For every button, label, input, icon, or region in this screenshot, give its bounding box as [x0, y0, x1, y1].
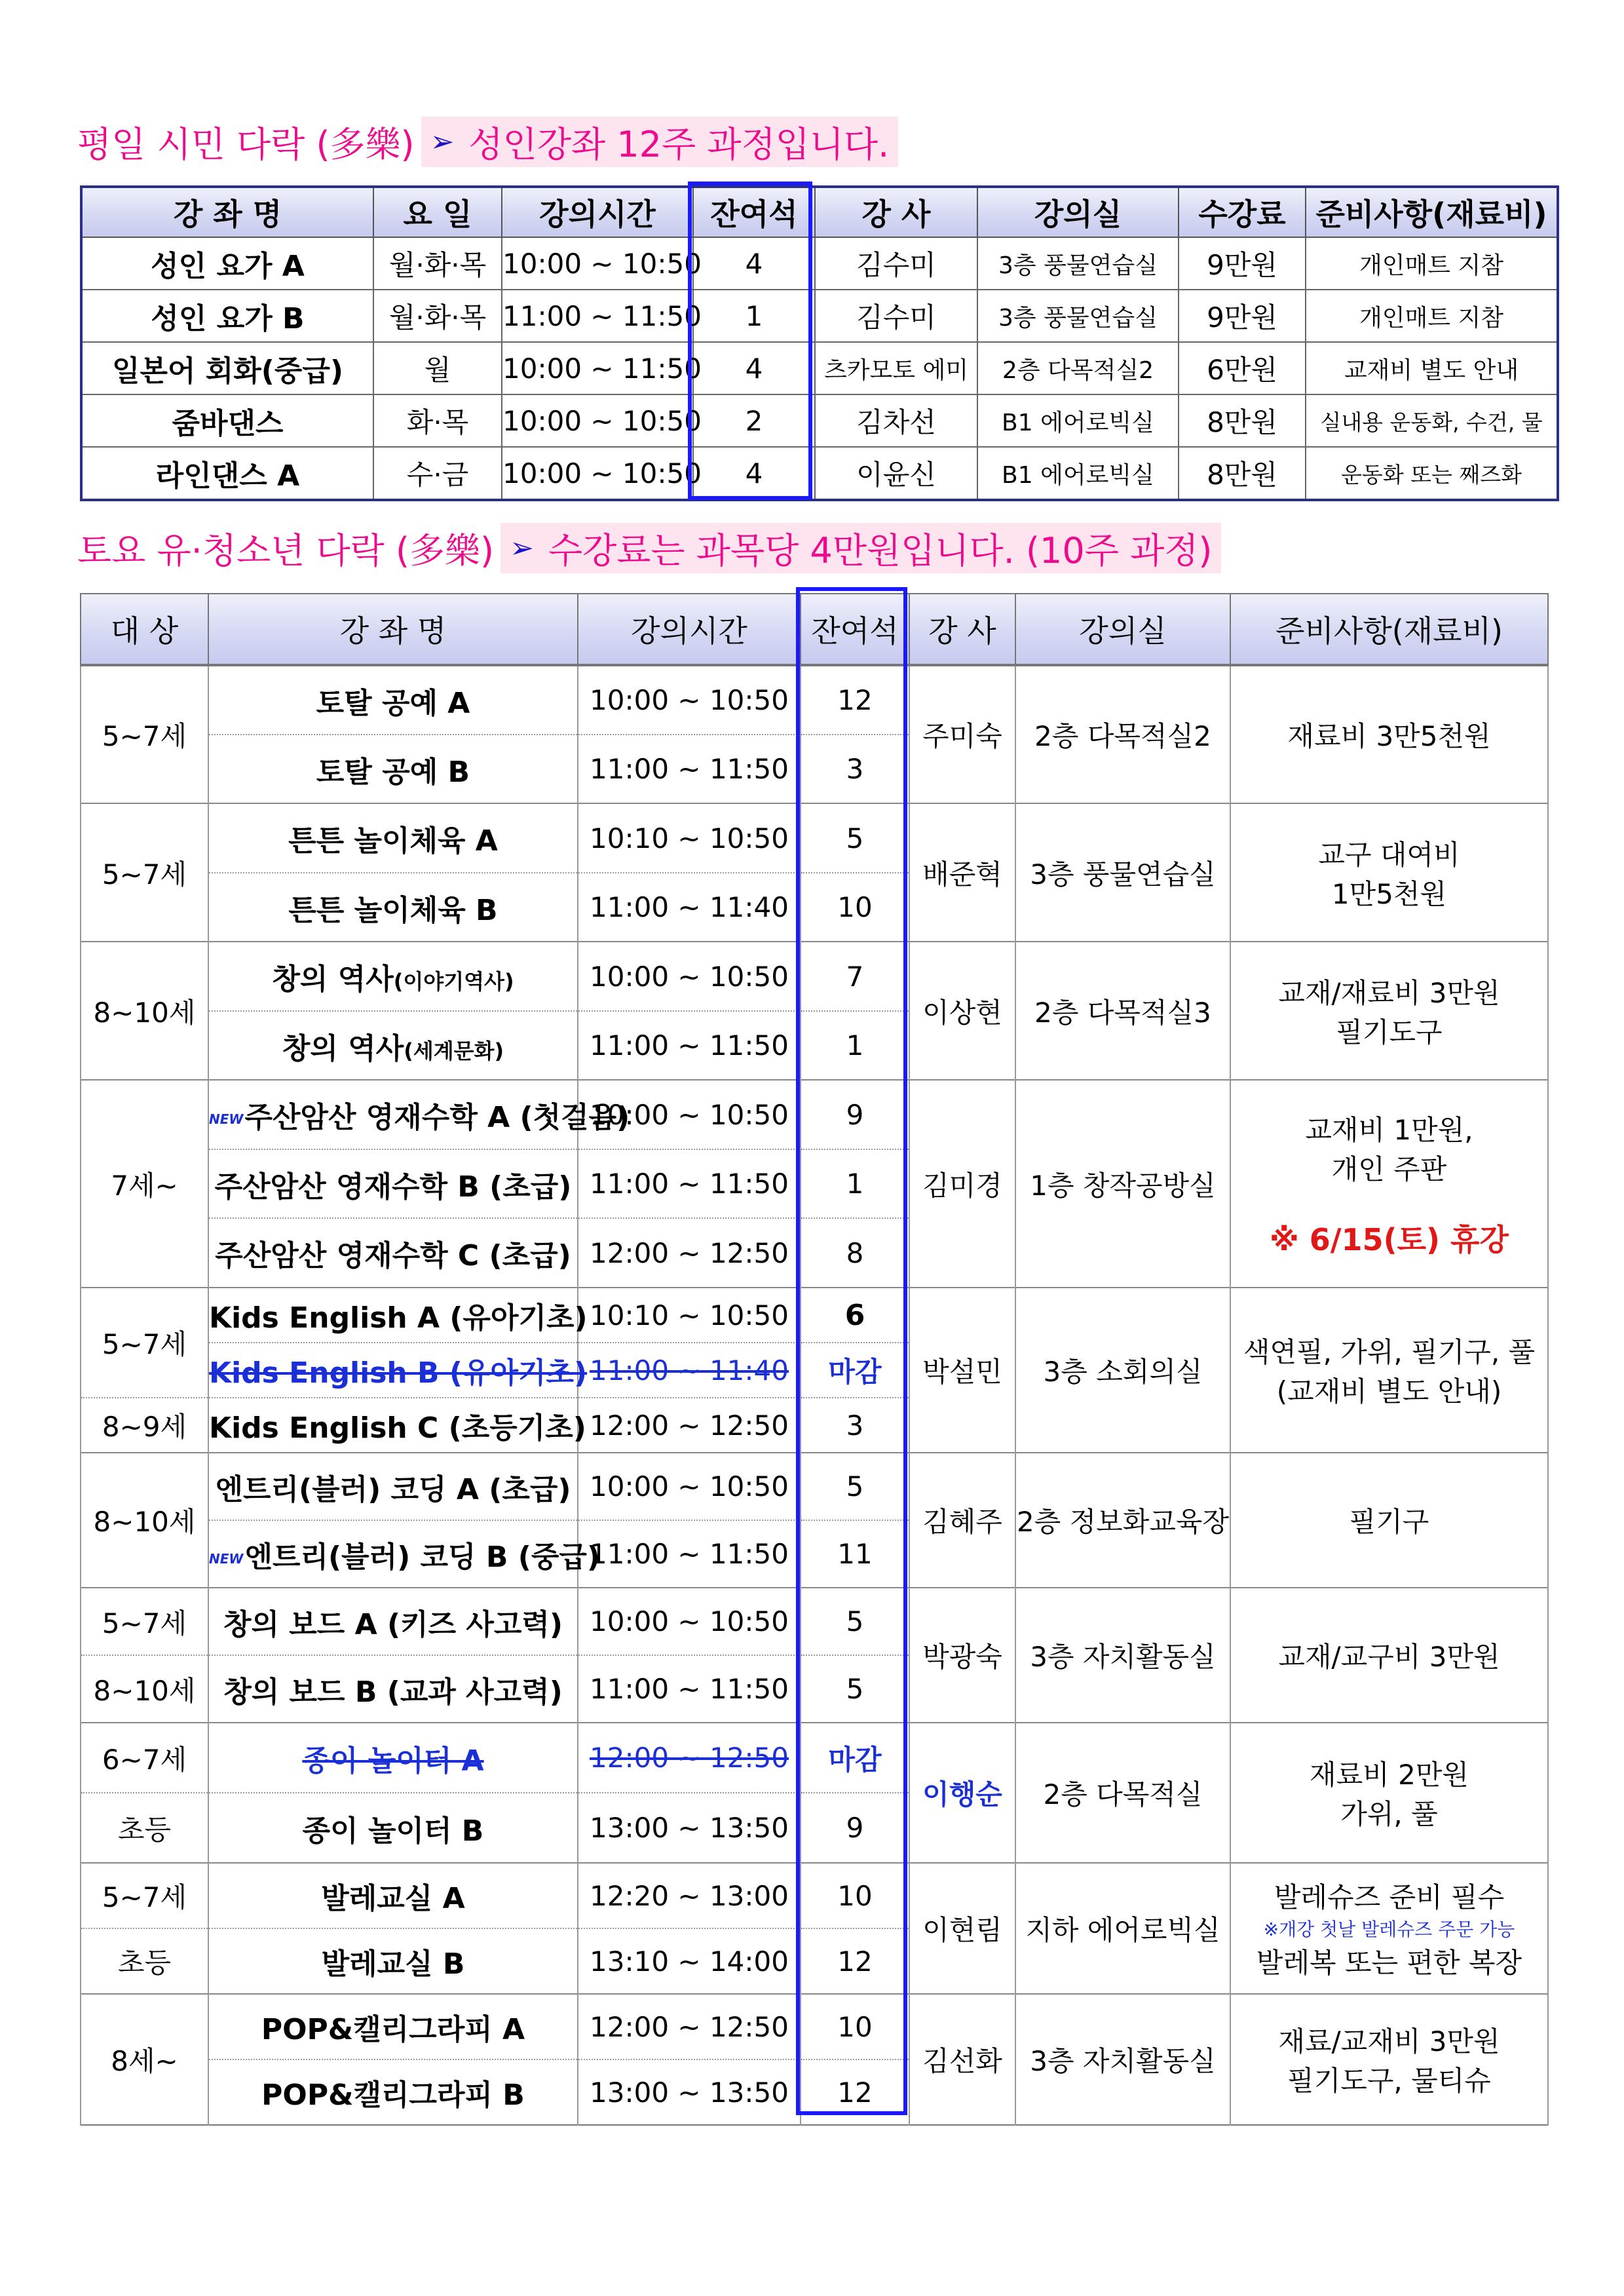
course-prep	[1230, 942, 1548, 1080]
course-target: 초등	[81, 1793, 208, 1863]
course-seats: 12	[801, 665, 909, 735]
prep-line: 필기도구	[1336, 1016, 1443, 1048]
prep-note: ※개강 첫날 발레슈즈 주문 가능	[1263, 1919, 1515, 1940]
course-prep	[1230, 1080, 1548, 1288]
course-name: 튼튼 놀이체육 B	[208, 873, 578, 942]
course-time: 10:00 ~ 10:50	[578, 1080, 801, 1149]
course-name	[208, 1080, 630, 1149]
course-time: 11:00 ~ 11:50	[578, 735, 801, 803]
course-teacher: 김수미	[815, 237, 977, 290]
course-time: 11:00 ~ 11:50	[502, 290, 693, 342]
prep-line: 재료비 2만원	[1310, 1759, 1469, 1791]
course-name: 튼튼 놀이체육 A	[208, 803, 578, 873]
course-seats: 12	[801, 1928, 909, 1994]
course-seats: 1	[801, 1149, 909, 1218]
saturday-course-table	[80, 593, 1549, 2126]
course-name: 엔트리(블러) 코딩 A (초급)	[208, 1453, 578, 1520]
course-target: 8~10세	[81, 1655, 208, 1723]
course-name-text: 창의 역사	[272, 963, 394, 996]
course-day: 수·금	[373, 447, 502, 500]
course-room: 2층 다목적실	[1015, 1723, 1230, 1863]
course-time: 11:00 ~ 11:50	[578, 1149, 801, 1218]
course-prep	[1230, 665, 1548, 803]
course-seats: 4	[693, 237, 815, 290]
prep-line: 교구 대여비	[1318, 838, 1460, 871]
table-row	[81, 1453, 1548, 1520]
course-day: 월	[373, 342, 502, 394]
saturday-header-row	[81, 594, 1548, 665]
course-prep: 실내용 운동화, 수건, 물	[1306, 394, 1558, 447]
prep-line: 개인 주판	[1331, 1153, 1447, 1185]
header-teacher: 강 사	[815, 187, 977, 237]
table-row	[81, 394, 1558, 447]
course-target: 5~7세	[81, 803, 208, 942]
course-teacher: 김혜주	[909, 1453, 1015, 1588]
table-row	[81, 1863, 1548, 1928]
course-prep	[1230, 1288, 1548, 1453]
course-teacher: 이현림	[909, 1863, 1015, 1994]
course-time: 10:00 ~ 10:50	[578, 1588, 801, 1655]
course-seats: 3	[801, 735, 909, 803]
course-name: 성인 요가 A	[81, 237, 373, 290]
course-room: B1 에어로빅실	[977, 394, 1179, 447]
prep-line: 발레복 또는 편한 복장	[1256, 1947, 1522, 1979]
course-time: 10:00 ~ 10:50	[578, 942, 801, 1011]
course-teacher: 배준혁	[909, 803, 1015, 942]
course-seats: 12	[801, 2059, 909, 2125]
course-name-text: 엔트리(블러) 코딩 B (중급)	[244, 1540, 600, 1574]
course-teacher: 김수미	[815, 290, 977, 342]
course-seats: 4	[693, 447, 815, 500]
course-prep	[1230, 1723, 1548, 1863]
course-name: 토탈 공예 B	[208, 735, 578, 803]
course-seats: 1	[801, 1011, 909, 1080]
course-time: 10:10 ~ 10:50	[578, 803, 801, 873]
course-name: 발레교실 A	[208, 1863, 578, 1928]
course-room: 3층 풍물연습실	[977, 290, 1179, 342]
course-seats: 9	[801, 1793, 909, 1863]
course-name	[208, 942, 578, 1011]
course-prep	[1230, 1588, 1548, 1723]
table-row	[81, 1994, 1548, 2059]
course-seats: 9	[801, 1080, 909, 1149]
course-time: 13:00 ~ 13:50	[578, 1793, 801, 1863]
header-fee: 수강료	[1179, 187, 1306, 237]
course-target: 6~7세	[81, 1723, 208, 1793]
course-seats: 3	[801, 1398, 909, 1453]
course-target: 8~10세	[81, 942, 208, 1080]
prep-line: (교재비 별도 안내)	[1276, 1375, 1502, 1407]
prep-line: 교재/재료비 3만원	[1278, 976, 1500, 1009]
course-prep: 교재비 별도 안내	[1306, 342, 1558, 394]
saturday-subtitle: 수강료는 과목당 4만원입니다. (10주 과정)	[548, 529, 1213, 571]
prep-line: 가위, 풀	[1340, 1798, 1438, 1830]
course-prep	[1230, 803, 1548, 942]
course-time: 10:00 ~ 10:50	[578, 1453, 801, 1520]
header-prep: 준비사항(재료비)	[1306, 187, 1558, 237]
course-fee: 8만원	[1179, 394, 1306, 447]
header-prep: 준비사항(재료비)	[1230, 594, 1548, 665]
saturday-heading	[77, 518, 1221, 578]
course-target: 7세~	[81, 1080, 208, 1288]
weekday-heading	[77, 111, 898, 172]
prep-line: 색연필, 가위, 필기구, 풀	[1243, 1336, 1536, 1368]
course-seats: 5	[801, 1655, 909, 1723]
prep-line: 교재/교구비 3만원	[1278, 1641, 1500, 1673]
course-room: 3층 풍물연습실	[1015, 803, 1230, 942]
header-seats: 잔여석	[693, 187, 815, 237]
course-fee: 8만원	[1179, 447, 1306, 500]
course-seats: 10	[801, 873, 909, 942]
course-seats: 5	[801, 1453, 909, 1520]
course-fee: 9만원	[1179, 237, 1306, 290]
course-name: 발레교실 B	[208, 1928, 578, 1994]
course-seats: 4	[693, 342, 815, 394]
weekday-subtitle: 성인강좌 12주 과정입니다.	[468, 123, 890, 165]
course-seats: 5	[801, 1588, 909, 1655]
course-name: POP&캘리그라피 B	[208, 2059, 578, 2125]
prep-line: 재료/교재비 3만원	[1278, 2025, 1500, 2057]
new-badge: NEW	[209, 1111, 244, 1127]
course-name: 토탈 공예 A	[208, 665, 578, 735]
course-day: 화·목	[373, 394, 502, 447]
arrow-icon: ➢	[430, 124, 455, 159]
course-time: 11:00 ~ 11:40	[578, 873, 801, 942]
course-time: 11:00 ~ 11:50	[578, 1520, 801, 1588]
table-row	[81, 1288, 1548, 1343]
course-time: 13:10 ~ 14:00	[578, 1928, 801, 1994]
course-name: 주산암산 영재수학 B (초급)	[208, 1149, 578, 1218]
course-target: 초등	[81, 1928, 208, 1994]
course-teacher: 주미숙	[909, 665, 1015, 803]
course-prep: 개인매트 지참	[1306, 237, 1558, 290]
course-name: POP&캘리그라피 A	[208, 1994, 578, 2059]
arrow-icon: ➢	[510, 531, 534, 565]
weekday-course-table	[80, 185, 1559, 501]
course-target: 5~7세	[81, 1288, 208, 1398]
course-day: 월·화·목	[373, 237, 502, 290]
prep-line: 발레슈즈 준비 필수	[1274, 1881, 1505, 1913]
course-seats: 2	[693, 394, 815, 447]
prep-line: 교재비 1만원,	[1305, 1113, 1473, 1146]
course-time: 10:00 ~ 11:50	[502, 342, 693, 394]
course-teacher: 이행순	[909, 1723, 1015, 1863]
course-teacher: 이윤신	[815, 447, 977, 500]
course-name: 종이 놀이터 A	[208, 1723, 578, 1793]
header-room: 강의실	[977, 187, 1179, 237]
course-prep	[1230, 1453, 1548, 1588]
header-course-name: 강 좌 명	[208, 594, 578, 665]
prep-line: 재료비 3만5천원	[1287, 720, 1491, 752]
course-time: 11:00 ~ 11:50	[578, 1011, 801, 1080]
course-seats: 10	[801, 1863, 909, 1928]
course-teacher: 박설민	[909, 1288, 1015, 1453]
course-time: 13:00 ~ 13:50	[578, 2059, 801, 2125]
table-row	[81, 447, 1558, 500]
course-seats: 7	[801, 942, 909, 1011]
weekday-subtitle-box	[421, 117, 899, 167]
table-row	[81, 342, 1558, 394]
course-name-text: 주산암산 영재수학 A (첫걸음)	[244, 1101, 630, 1134]
holiday-notice: ※ 6/15(토) 휴강	[1270, 1221, 1509, 1257]
weekday-header-row	[81, 187, 1558, 237]
table-row	[81, 942, 1548, 1011]
course-target: 8~10세	[81, 1453, 208, 1588]
table-row	[81, 237, 1558, 290]
course-time: 12:00 ~ 12:50	[578, 1218, 801, 1288]
course-target: 5~7세	[81, 1588, 208, 1655]
table-row	[81, 290, 1558, 342]
course-name: Kids English C (초등기초)	[208, 1398, 578, 1453]
course-room: 지하 에어로빅실	[1015, 1863, 1230, 1994]
course-teacher: 츠카모토 에미	[815, 342, 977, 394]
course-name	[208, 1520, 600, 1588]
course-seats: 6	[801, 1288, 909, 1343]
course-room: B1 에어로빅실	[977, 447, 1179, 500]
course-prep: 개인매트 지참	[1306, 290, 1558, 342]
saturday-title: 토요 유·청소년 다락 (多樂)	[77, 529, 495, 571]
course-time: 10:00 ~ 10:50	[578, 665, 801, 735]
course-seats: 마감	[801, 1723, 909, 1793]
header-seats: 잔여석	[801, 594, 909, 665]
course-target: 5~7세	[81, 1863, 208, 1928]
course-teacher: 이상현	[909, 942, 1015, 1080]
header-time: 강의시간	[502, 187, 693, 237]
course-name: Kids English A (유아기초)	[208, 1288, 578, 1343]
course-name-text: 창의 역사	[282, 1031, 404, 1065]
course-room: 3층 자치활동실	[1015, 1994, 1230, 2125]
header-target: 대 상	[81, 594, 208, 665]
course-target: 5~7세	[81, 665, 208, 803]
course-prep	[1230, 1863, 1548, 1994]
table-row	[81, 665, 1548, 735]
course-teacher: 박광숙	[909, 1588, 1015, 1723]
header-room: 강의실	[1015, 594, 1230, 665]
course-name: 종이 놀이터 B	[208, 1793, 578, 1863]
course-time: 10:10 ~ 10:50	[578, 1288, 801, 1343]
course-teacher: 김차선	[815, 394, 977, 447]
course-target: 8세~	[81, 1994, 208, 2125]
course-time: 10:00 ~ 10:50	[502, 394, 693, 447]
course-time: 12:00 ~ 12:50	[578, 1723, 801, 1793]
course-seats: 1	[693, 290, 815, 342]
course-time: 10:00 ~ 10:50	[502, 447, 693, 500]
course-teacher: 김선화	[909, 1994, 1015, 2125]
course-name: 일본어 회화(중급)	[81, 342, 373, 394]
course-room: 2층 다목적실3	[1015, 942, 1230, 1080]
course-room: 2층 정보화교육장	[1015, 1453, 1230, 1588]
course-room: 3층 소회의실	[1015, 1288, 1230, 1453]
saturday-subtitle-box	[500, 523, 1221, 573]
course-seats: 마감	[801, 1343, 909, 1398]
course-time: 10:00 ~ 10:50	[502, 237, 693, 290]
header-time: 강의시간	[578, 594, 801, 665]
header-course-name: 강 좌 명	[81, 187, 373, 237]
course-room: 3층 자치활동실	[1015, 1588, 1230, 1723]
prep-line: 필기도구, 물티슈	[1287, 2065, 1491, 2097]
course-time: 11:00 ~ 11:40	[578, 1343, 801, 1398]
course-name-paren: (세계문화)	[404, 1038, 504, 1063]
course-day: 월·화·목	[373, 290, 502, 342]
course-name: Kids English B (유아기초)	[208, 1343, 578, 1398]
course-seats: 10	[801, 1994, 909, 2059]
course-time: 12:20 ~ 13:00	[578, 1863, 801, 1928]
course-time: 12:00 ~ 12:50	[578, 1398, 801, 1453]
course-name: 창의 보드 B (교과 사고력)	[208, 1655, 578, 1723]
course-name: 주산암산 영재수학 C (초급)	[208, 1218, 578, 1288]
table-row	[81, 803, 1548, 873]
course-name: 성인 요가 B	[81, 290, 373, 342]
course-target: 8~9세	[81, 1398, 208, 1453]
course-fee: 9만원	[1179, 290, 1306, 342]
header-teacher: 강 사	[909, 594, 1015, 665]
course-time: 11:00 ~ 11:50	[578, 1655, 801, 1723]
course-name: 라인댄스 A	[81, 447, 373, 500]
course-room: 1층 창작공방실	[1015, 1080, 1230, 1288]
course-room: 2층 다목적실2	[977, 342, 1179, 394]
course-name-paren: (이야기역사)	[393, 969, 514, 994]
course-prep: 운동화 또는 째즈화	[1306, 447, 1558, 500]
course-seats: 5	[801, 803, 909, 873]
course-time: 12:00 ~ 12:50	[578, 1994, 801, 2059]
table-row	[81, 1588, 1548, 1655]
course-name: 창의 보드 A (키즈 사고력)	[208, 1588, 578, 1655]
prep-line: 1만5천원	[1331, 877, 1447, 910]
header-day: 요 일	[373, 187, 502, 237]
course-seats: 11	[801, 1520, 909, 1588]
table-row	[81, 1723, 1548, 1793]
course-room: 3층 풍물연습실	[977, 237, 1179, 290]
weekday-title: 평일 시민 다락 (多樂)	[77, 123, 415, 165]
table-row	[81, 1080, 1548, 1149]
course-fee: 6만원	[1179, 342, 1306, 394]
course-prep	[1230, 1994, 1548, 2125]
course-seats: 8	[801, 1218, 909, 1288]
new-badge: NEW	[209, 1550, 244, 1567]
course-teacher: 김미경	[909, 1080, 1015, 1288]
course-room: 2층 다목적실2	[1015, 665, 1230, 803]
prep-line: 필기구	[1349, 1506, 1429, 1538]
course-name	[208, 1011, 578, 1080]
course-name: 줌바댄스	[81, 394, 373, 447]
